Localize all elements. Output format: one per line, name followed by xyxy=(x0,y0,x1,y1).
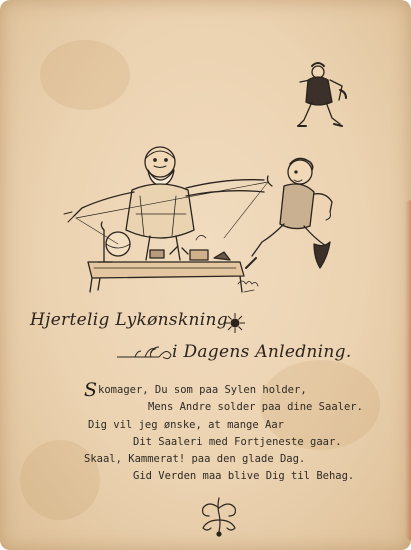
verse-line-5: Skaal, Kammerat! paa den glade Dag. xyxy=(84,453,306,465)
title-line-2: i Dagens Anledning. xyxy=(172,342,352,362)
floral-flourish-icon xyxy=(196,494,242,538)
sun-ornament-icon xyxy=(224,312,246,334)
verse-line-6: Gid Verden maa blive Dig til Behag. xyxy=(133,470,355,482)
walking-figure-icon xyxy=(298,63,346,126)
verse-line-2: Mens Andre solder paa dine Saaler. xyxy=(148,401,363,413)
paper-stain xyxy=(20,440,100,520)
scroll-flourish-icon xyxy=(115,343,173,363)
boy-figure xyxy=(246,158,332,268)
verse-line-3: Dig vil jeg ønske, at mange Aar xyxy=(88,419,284,431)
verse-line-4: Dit Saaleri med Fortjeneste gaar. xyxy=(133,436,342,448)
verse-dropcap: S xyxy=(84,379,98,401)
verse-text: komager, Du som paa Sylen holder, xyxy=(98,384,307,396)
verse-line-1 xyxy=(84,379,307,401)
title-line-1: Hjertelig Lykønskning xyxy=(30,310,228,330)
shoemaker-figure xyxy=(64,147,264,260)
